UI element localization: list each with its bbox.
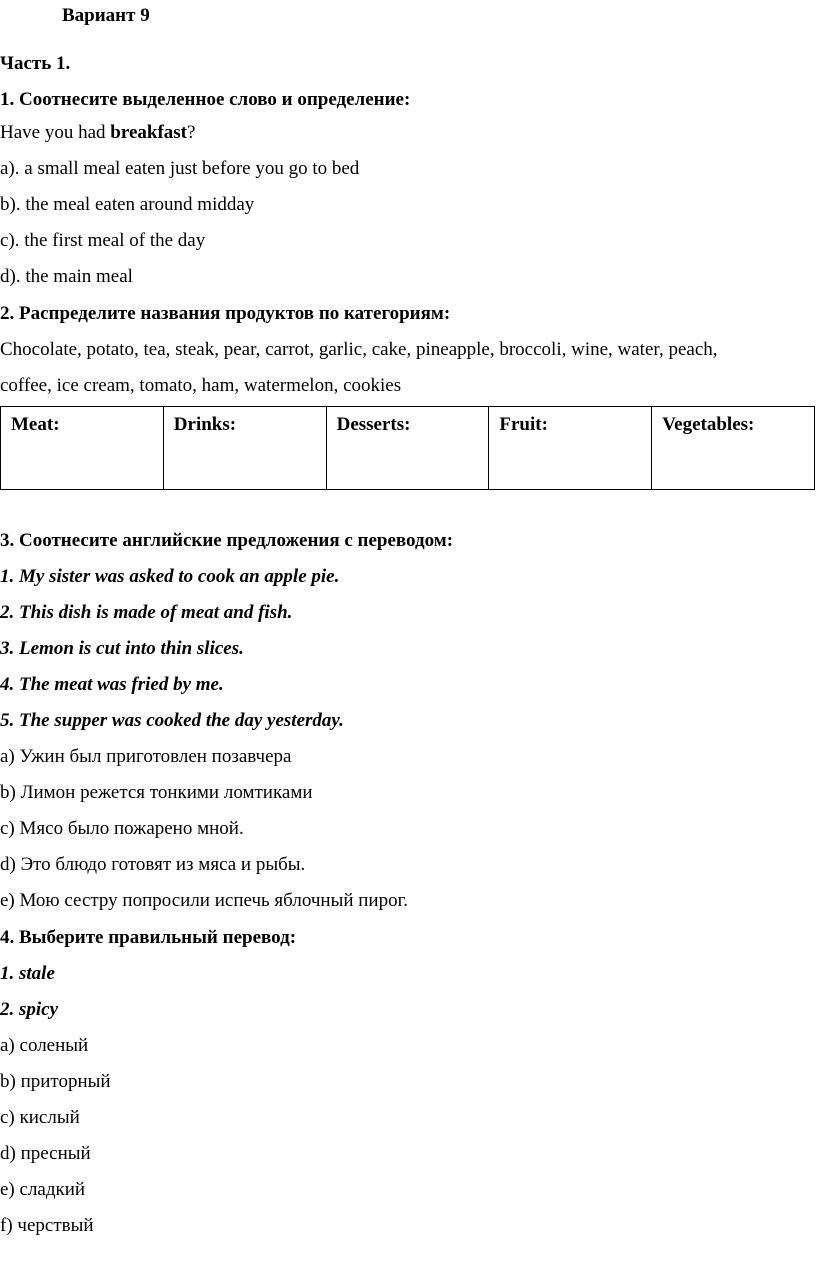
task4-option-b: b) приторный	[0, 1071, 111, 1092]
task1-question-after: ?	[187, 122, 196, 143]
category-desserts: Desserts:	[326, 407, 489, 490]
task3-translation-a: a) Ужин был приготовлен позавчера	[0, 746, 292, 767]
task1-question-before: Have you had	[0, 122, 111, 143]
task2-words-line1: Chocolate, potato, tea, steak, pear, carrot, garlic, cake, pineapple, broccoli, wine, water, peach,	[0, 339, 718, 360]
task1-question	[0, 121, 195, 145]
task3-sentence-3: 3. Lemon is cut into thin slices.	[0, 638, 244, 659]
task4-word-1: 1. stale	[0, 963, 55, 984]
task4-heading: 4. Выберите правильный перевод:	[0, 927, 297, 948]
task2-heading: 2. Распределите названия продуктов по категориям:	[0, 303, 451, 324]
categories-table-row	[1, 407, 815, 490]
task4-option-d: d) пресный	[0, 1143, 91, 1164]
task1-option-c: c). the first meal of the day	[0, 230, 206, 251]
task3-sentence-1: 1. My sister was asked to cook an apple pie.	[0, 566, 340, 587]
category-meat: Meat:	[1, 407, 164, 490]
task4-option-c: c) кислый	[0, 1107, 80, 1128]
category-vegetables: Vegetables:	[652, 407, 815, 490]
task3-translation-c: c) Мясо было пожарено мной.	[0, 818, 244, 839]
categories-table	[0, 406, 815, 490]
task4-option-e: e) сладкий	[0, 1179, 86, 1200]
task1-option-d: d). the main meal	[0, 266, 133, 287]
task1-option-a: a). a small meal eaten just before you go to bed	[0, 158, 360, 179]
task4-option-a: a) соленый	[0, 1035, 89, 1056]
task3-sentence-4: 4. The meat was fried by me.	[0, 674, 224, 695]
category-fruit: Fruit:	[489, 407, 652, 490]
task3-sentence-5: 5. The supper was cooked the day yesterday.	[0, 710, 344, 731]
task3-translation-b: b) Лимон режется тонкими ломтиками	[0, 782, 313, 803]
variant-title: Вариант 9	[62, 5, 150, 26]
task4-option-f: f) черствый	[0, 1215, 94, 1236]
category-drinks: Drinks:	[163, 407, 326, 490]
task3-translation-e: e) Мою сестру попросили испечь яблочный пирог.	[0, 890, 408, 911]
task2-words-line2: coffee, ice cream, tomato, ham, watermelon, cookies	[0, 375, 402, 396]
task1-heading: 1. Соотнесите выделенное слово и определение:	[0, 89, 411, 110]
task3-sentence-2: 2. This dish is made of meat and fish.	[0, 602, 293, 623]
task3-translation-d: d) Это блюдо готовят из мяса и рыбы.	[0, 854, 306, 875]
part-title: Часть 1.	[0, 53, 71, 74]
task3-heading: 3. Соотнесите английские предложения с переводом:	[0, 530, 454, 551]
task1-question-word: breakfast	[110, 122, 187, 143]
task1-option-b: b). the meal eaten around midday	[0, 194, 255, 215]
task4-word-2: 2. spicy	[0, 999, 59, 1020]
